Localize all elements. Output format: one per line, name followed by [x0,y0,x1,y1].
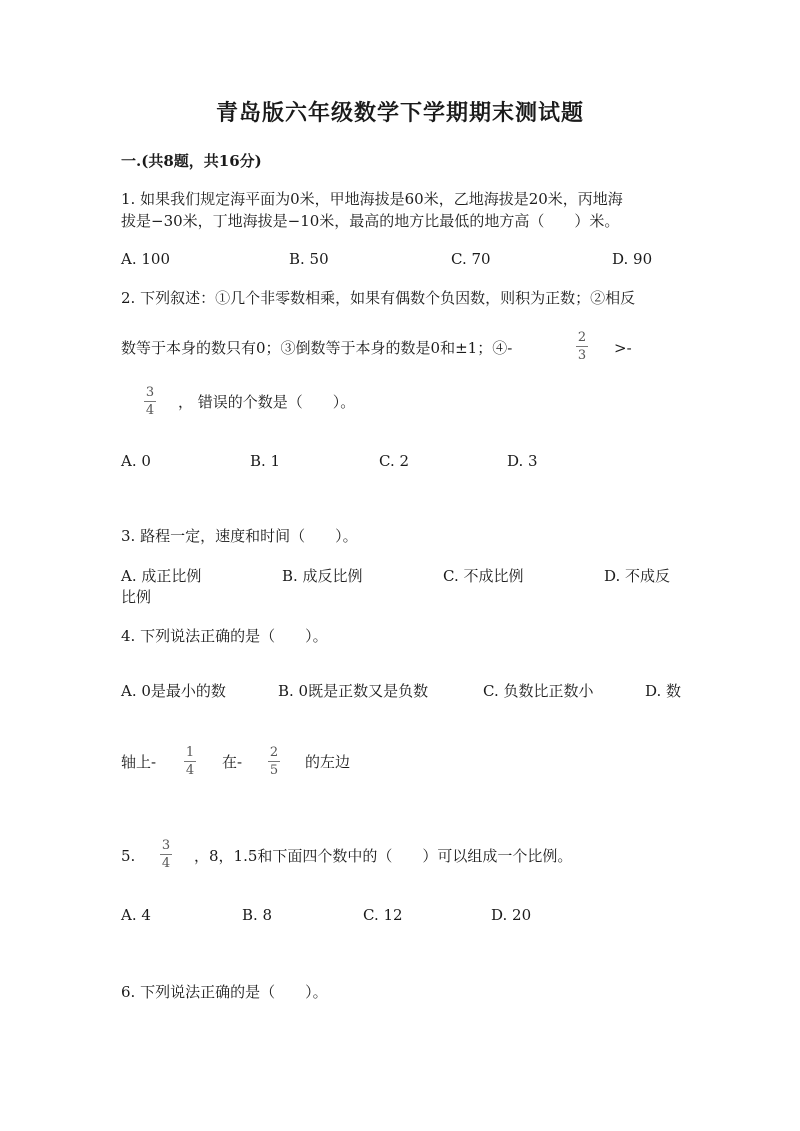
q2-line1: 2. 下列叙述：①几个非零数相乘，如果有偶数个负因数，则积为正数；②相反 [121,289,636,307]
q2-line2: 数等于本身的数只有0；③倒数等于本身的数是0和±1；④- [121,339,513,357]
q4-line1: 4. 下列说法正确的是（ ）。 [121,627,328,645]
q3-option-d: D. 不成反 [604,567,671,585]
q2-fraction-2-3 [576,330,588,363]
q5-option-d: D. 20 [491,906,532,924]
q1-option-d: D. 90 [612,250,653,268]
q5-option-c: C. 12 [363,906,403,924]
q1-option-a: A. 100 [121,250,170,268]
fraction-numerator: 2 [269,745,279,760]
fraction-bar [184,761,196,762]
q5-fraction-3-4 [160,838,172,871]
q5-number: 5. [121,847,136,865]
page-title: 青岛版六年级数学下学期期末测试题 [215,100,584,126]
section-heading: 一.(共8题，共16分) [121,152,262,170]
q1-line2: 拔是−30米，丁地海拔是−10米，最高的地方比最低的地方高（ ）米。 [121,212,620,230]
q4-option-b: B. 0既是正数又是负数 [278,682,429,700]
q3-option-a: A. 成正比例 [121,567,202,585]
q5-text: ，8，1.5和下面四个数中的（ ）可以组成一个比例。 [194,847,573,865]
q5-option-a: A. 4 [121,906,151,924]
q4-option-c: C. 负数比正数小 [483,682,594,700]
fraction-bar [576,346,588,347]
fraction-denominator: 5 [269,763,279,778]
fraction-bar [268,761,280,762]
q4-fraction-2-5 [268,745,280,778]
fraction-denominator: 4 [145,403,155,418]
q2-greater-than: >- [614,339,632,357]
fraction-denominator: 4 [185,763,195,778]
q1-line1: 1. 如果我们规定海平面为0米，甲地海拔是60米，乙地海拔是20米，丙地海 [121,190,623,208]
q4-d-mid: 在- [222,753,243,771]
q3-option-c: C. 不成比例 [443,567,524,585]
fraction-numerator: 3 [161,838,171,853]
fraction-denominator: 4 [161,856,171,871]
q2-option-c: C. 2 [379,452,410,470]
q5-option-b: B. 8 [242,906,273,924]
fraction-bar [144,401,156,402]
q4-option-a: A. 0是最小的数 [121,682,226,700]
q2-option-b: B. 1 [250,452,281,470]
fraction-numerator: 3 [145,385,155,400]
q3-option-b: B. 成反比例 [282,567,363,585]
q4-d-prefix: 轴上- [121,753,157,771]
fraction-numerator: 2 [577,330,587,345]
q2-fraction-3-4 [144,385,156,418]
q4-fraction-1-4 [184,745,196,778]
q1-option-c: C. 70 [451,250,491,268]
q3-option-d-wrap: 比例 [121,588,152,606]
q2-option-a: A. 0 [121,452,151,470]
q2-option-d: D. 3 [507,452,538,470]
q2-line3: ， 错误的个数是（ ）。 [178,393,356,411]
q4-option-d: D. 数 [645,682,682,700]
fraction-numerator: 1 [185,745,195,760]
q4-d-suffix: 的左边 [305,753,351,771]
q3-line1: 3. 路程一定，速度和时间（ ）。 [121,527,358,545]
q1-option-b: B. 50 [289,250,329,268]
q6-line1: 6. 下列说法正确的是（ ）。 [121,983,328,1001]
fraction-bar [160,854,172,855]
fraction-denominator: 3 [577,348,587,363]
